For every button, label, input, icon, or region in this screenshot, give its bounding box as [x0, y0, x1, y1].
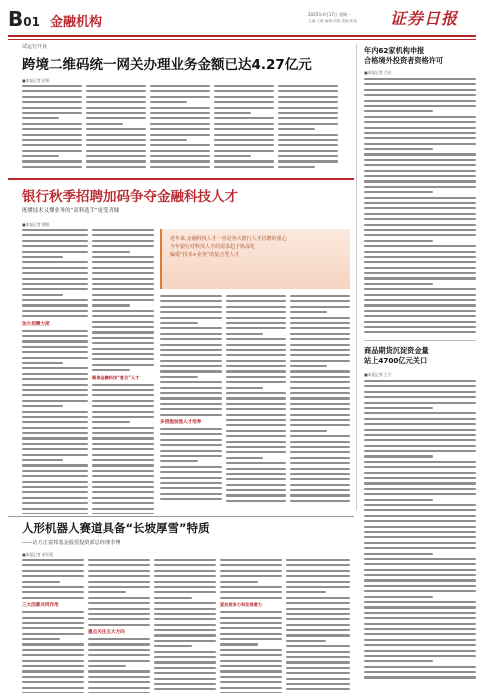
bottom-subheadline: ——访方正富邦基金股票投资部总经理李博 — [22, 540, 121, 546]
bottom-column-1 — [22, 559, 84, 693]
side-story-2-headline: 商品期货沉淀资金量 站上4700亿元关口 — [364, 346, 429, 365]
side-story-1-byline: ■本报记者 吕东 — [364, 70, 392, 75]
feature-column-5 — [290, 295, 350, 514]
bottom-byline: ■本报记者 彭衍菘 — [22, 552, 54, 557]
lead-column-1 — [22, 85, 82, 175]
feature-column-1 — [22, 229, 88, 514]
bottom-column-4 — [220, 559, 282, 693]
bottom-section-2: 重点关注五大方向 — [88, 630, 125, 636]
feature-section-2: 瞄准金融科技“复合”人才 — [92, 374, 140, 380]
feature-headline: 银行秋季招聘加码争夺金融科技人才 — [22, 189, 238, 205]
meta-line: 2025年3月17日 星期一 — [308, 12, 352, 17]
page-number-label — [8, 8, 40, 33]
bottom-column-2 — [88, 559, 150, 693]
side-story-1-body — [364, 78, 476, 338]
lead-column-2 — [86, 85, 146, 175]
feature-column-4 — [226, 295, 286, 514]
section-title: 金融机构 — [50, 15, 103, 30]
bottom-section-3: 紧扣竞争力和发展潜力 — [220, 602, 262, 608]
side-story-2-body — [364, 380, 476, 692]
lead-kicker: 试运行开业 — [22, 44, 48, 50]
bottom-story-rule — [8, 516, 354, 517]
masthead — [8, 6, 476, 34]
masthead-rule — [8, 35, 476, 37]
lead-headline: 跨境二维码统一网关办理业务金额已达4.27亿元 — [22, 57, 312, 73]
lead-byline: ■本报记者 彭妍 — [22, 78, 50, 83]
lead-column-3 — [150, 85, 210, 175]
feature-top-rule — [8, 178, 354, 180]
right-rail-divider — [356, 44, 357, 510]
bottom-section-1: 三大因素共同作用 — [22, 603, 59, 609]
pull-quote-text: 近年来,金融科技人才一直是各大银行人才招聘的重心 今年银行对科技人才的需求趋于纵深化 偏爱“技术+业务”的复合型人才 — [170, 236, 287, 258]
page-number: 01 — [23, 15, 40, 29]
feature-column-2 — [92, 229, 154, 514]
bottom-headline: 人形机器人赛道具备“长坡厚雪”特质 — [22, 521, 210, 535]
section-letter: B — [8, 7, 24, 31]
bottom-column-5 — [286, 559, 350, 693]
feature-column-3 — [160, 295, 222, 514]
lead-column-4 — [214, 85, 274, 175]
bottom-column-3 — [154, 559, 216, 693]
feature-section-1: 加大招聘力度 — [22, 321, 50, 327]
sub-meta: 主编:王敏 编辑:刘某 美编:张某 — [308, 19, 358, 23]
feature-subheadline: 既懂技术又懂业务的“双料选手”更受青睐 — [22, 208, 120, 214]
masthead-rule-thin — [8, 39, 476, 40]
side-story-2-byline: ■本报记者 王宁 — [364, 372, 392, 377]
right-rail-separator — [364, 340, 476, 341]
feature-byline: ■本报记者 熊悦 — [22, 222, 50, 227]
lead-column-5 — [278, 85, 338, 175]
pull-quote-box — [160, 229, 350, 289]
feature-section-3: 多措施加强人才培养 — [160, 419, 202, 425]
brand-logo: 证券日报 — [390, 9, 459, 28]
side-story-1-headline: 年内62家机构申报 合格境外投资者资格许可 — [364, 46, 444, 65]
